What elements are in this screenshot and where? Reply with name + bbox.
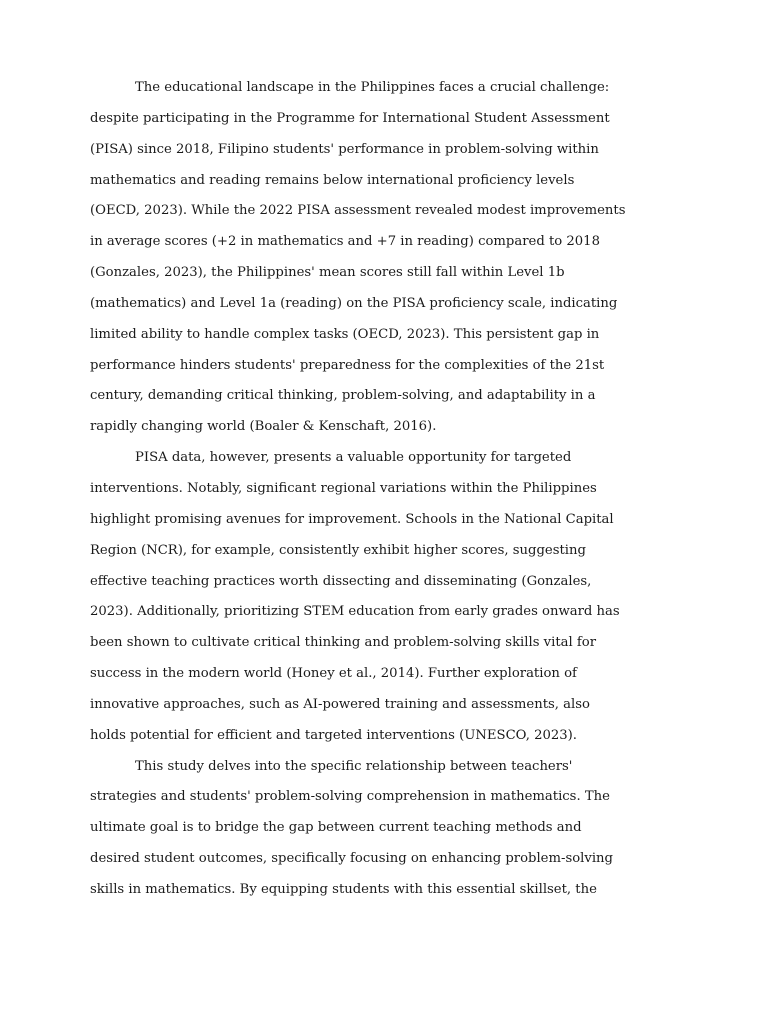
text-line: highlight promising avenues for improvement. Schools in the National Capital — [90, 511, 614, 527]
text-line: 2023). Additionally, prioritizing STEM education from early grades onward has — [90, 604, 620, 620]
text-line: despite participating in the Programme for International Student Assessment — [90, 110, 610, 126]
text-line: strategies and students' problem-solving comprehension in mathematics. The — [90, 789, 610, 805]
text-line: The educational landscape in the Philippines faces a crucial challenge: — [135, 80, 610, 95]
text-line: desired student outcomes, specifically focusing on enhancing problem-solving — [90, 851, 613, 867]
text-line: (Gonzales, 2023), the Philippines' mean scores still fall within Level 1b — [90, 265, 565, 281]
text-line: holds potential for efficient and targeted interventions (UNESCO, 2023). — [90, 727, 578, 743]
paragraph-pisa-opportunity — [90, 443, 680, 751]
document-body — [90, 73, 680, 906]
text-line: PISA data, however, presents a valuable opportunity for targeted — [135, 450, 572, 466]
text-line: (PISA) since 2018, Filipino students' performance in problem-solving within — [90, 141, 599, 157]
text-line: interventions. Notably, significant regional variations within the Philippines — [90, 480, 597, 496]
text-line: mathematics and reading remains below international proficiency levels — [90, 172, 575, 188]
text-line: innovative approaches, such as AI-powered training and assessments, also — [90, 696, 590, 712]
text-line: rapidly changing world (Boaler & Kenschaft, 2016). — [90, 419, 437, 435]
text-line: success in the modern world (Honey et al., 2014). Further exploration of — [90, 666, 577, 682]
text-line: (mathematics) and Level 1a (reading) on the PISA proficiency scale, indicating — [90, 295, 618, 311]
text-line: This study delves into the specific relationship between teachers' — [135, 758, 573, 774]
text-line: (OECD, 2023). While the 2022 PISA assessment revealed modest improvements — [90, 203, 626, 219]
text-line: century, demanding critical thinking, problem-solving, and adaptability in a — [90, 388, 596, 404]
paragraph-study-purpose — [90, 752, 680, 906]
text-line: limited ability to handle complex tasks (OECD, 2023). This persistent gap in — [90, 326, 600, 342]
text-line: skills in mathematics. By equipping students with this essential skillset, the — [90, 881, 597, 897]
text-line: effective teaching practices worth dissecting and disseminating (Gonzales, — [90, 573, 592, 589]
text-line: ultimate goal is to bridge the gap between current teaching methods and — [90, 820, 582, 836]
text-line: performance hinders students' preparedness for the complexities of the 21st — [90, 357, 605, 373]
paragraph-pisa-challenge — [90, 73, 680, 443]
text-line: Region (NCR), for example, consistently exhibit higher scores, suggesting — [90, 542, 586, 558]
text-line: in average scores (+2 in mathematics and +7 in reading) compared to 2018 — [90, 234, 600, 250]
text-line: been shown to cultivate critical thinking and problem-solving skills vital for — [90, 635, 597, 651]
